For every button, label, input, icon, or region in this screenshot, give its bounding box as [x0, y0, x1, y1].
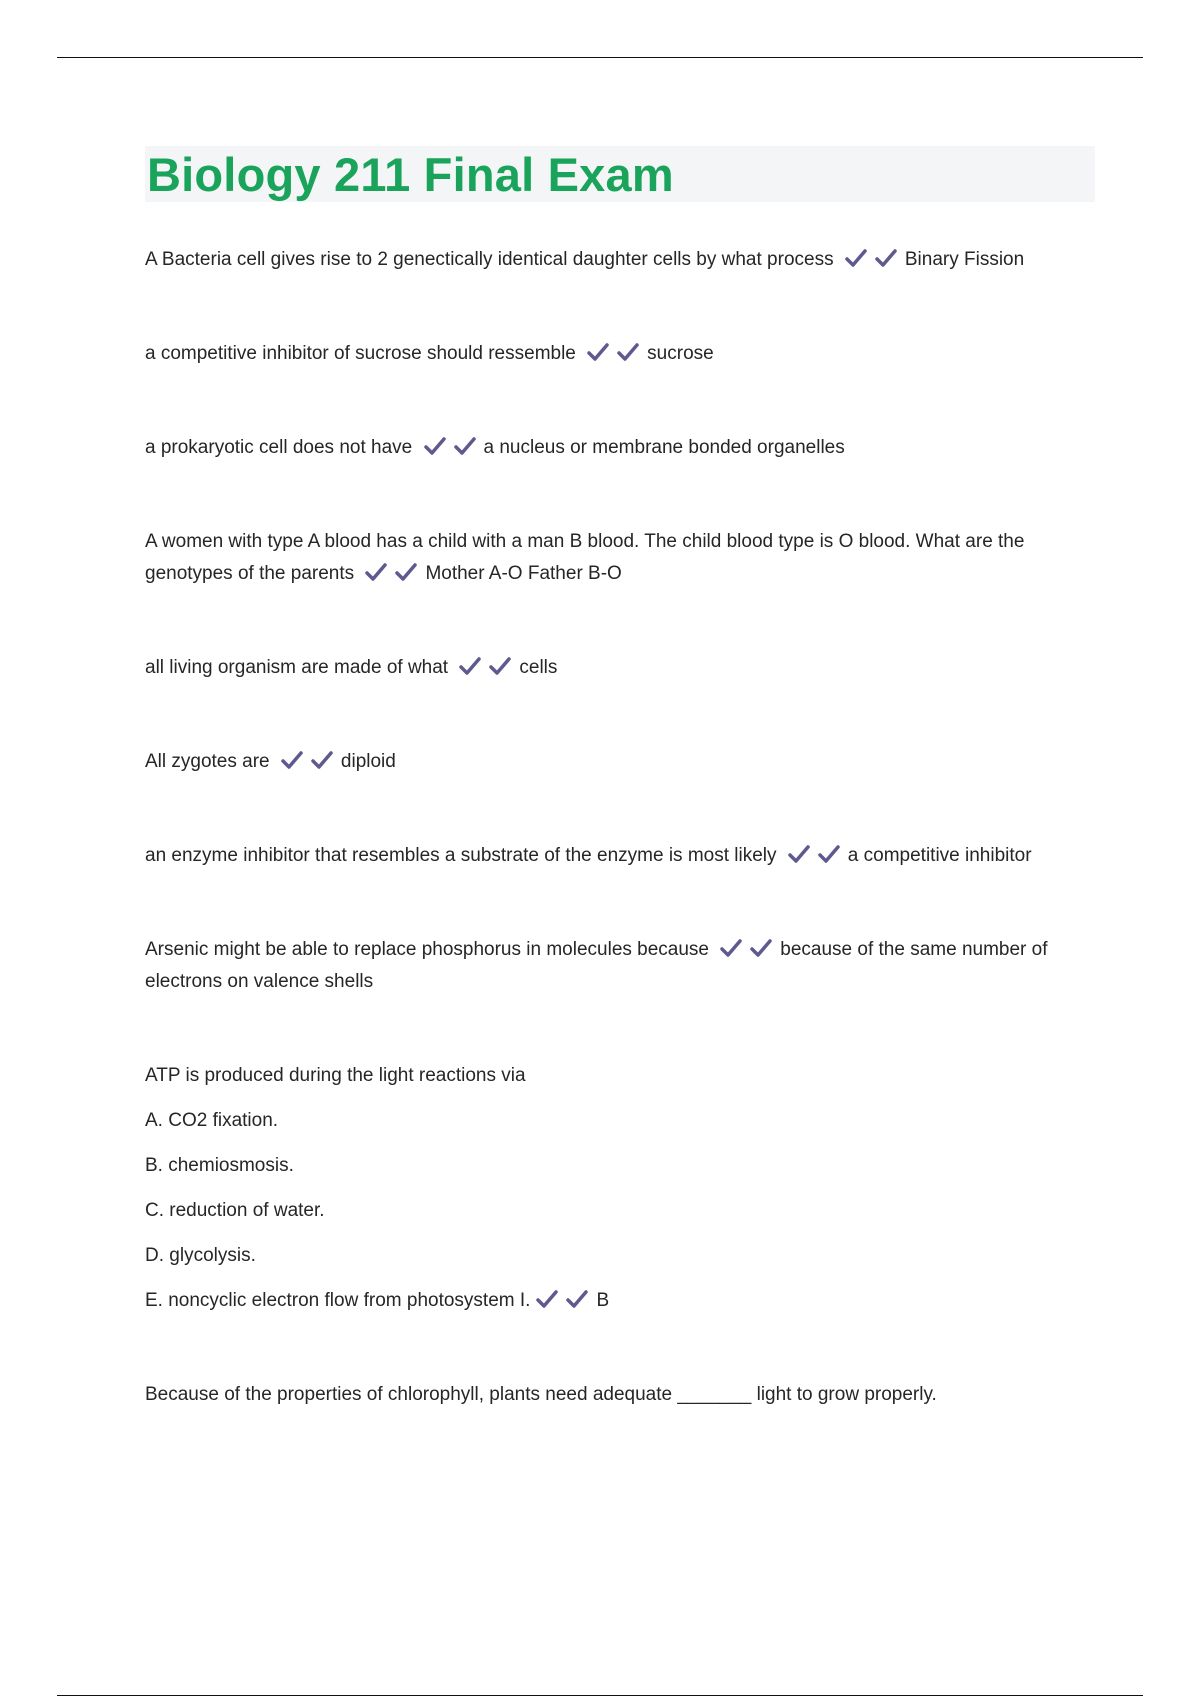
check-icon: [845, 248, 867, 268]
question-text: an enzyme inhibitor that resembles a substrate of the enzyme is most likely: [145, 845, 777, 866]
qa-item: [145, 934, 1095, 998]
bottom-rule: [57, 1695, 1143, 1696]
qa-item: [145, 746, 1095, 778]
answer-text: a competitive inhibitor: [847, 845, 1032, 866]
check-icon: [566, 1289, 588, 1309]
question-text: All zygotes are: [145, 751, 270, 772]
mc-stem: ATP is produced during the light reactions via: [145, 1065, 526, 1086]
check-icon: [788, 844, 810, 864]
check-icon: [875, 248, 897, 268]
question-text: A Bacteria cell gives rise to 2 genectically identical daughter cells by what process: [145, 249, 834, 270]
check-icon: [818, 844, 840, 864]
answer-text: diploid: [340, 751, 396, 772]
answer-text: because of the same number of electrons on valence shells: [145, 939, 1048, 992]
check-icon: [536, 1289, 558, 1309]
answer-text: Binary Fission: [904, 249, 1025, 270]
mc-option: C. reduction of water.: [145, 1200, 325, 1221]
mc-option-last: [145, 1285, 1095, 1317]
check-icon: [454, 436, 476, 456]
top-rule: [57, 57, 1143, 58]
qa-item: [145, 338, 1095, 370]
qa-list: [145, 244, 1095, 1411]
qa-item: [145, 652, 1095, 684]
mc-option-text: E. noncyclic electron flow from photosystem I.: [145, 1290, 531, 1311]
check-icon: [489, 656, 511, 676]
question-text: Because of the properties of chlorophyll, plants need adequate _______ light to grow properly.: [145, 1384, 937, 1405]
qa-item: [145, 244, 1095, 276]
question-text: A women with type A blood has a child with a man B blood. The child blood type is O blood. What are the genotypes of the parents: [145, 531, 1025, 584]
check-icon: [365, 562, 387, 582]
check-icon: [281, 750, 303, 770]
mc-option: B. chemiosmosis.: [145, 1155, 294, 1176]
check-icon: [617, 342, 639, 362]
title-band: [145, 146, 1095, 202]
question-text: Arsenic might be able to replace phosphorus in molecules because: [145, 939, 709, 960]
qa-item: [145, 526, 1095, 590]
check-icon: [311, 750, 333, 770]
answer-text: Mother A-O Father B-O: [425, 563, 622, 584]
page-title: Biology 211 Final Exam: [147, 147, 674, 201]
qa-item: [145, 1379, 1095, 1411]
document-body: [145, 146, 1095, 1411]
mc-question: [145, 1060, 1095, 1317]
check-icon: [750, 938, 772, 958]
check-icon: [424, 436, 446, 456]
question-text: a competitive inhibitor of sucrose should ressemble: [145, 343, 576, 364]
question-text: all living organism are made of what: [145, 657, 449, 678]
check-icon: [720, 938, 742, 958]
mc-option: D. glycolysis.: [145, 1245, 256, 1266]
qa-item: [145, 840, 1095, 872]
mc-option: A. CO2 fixation.: [145, 1110, 279, 1131]
answer-text: cells: [519, 657, 558, 678]
check-icon: [459, 656, 481, 676]
answer-text: a nucleus or membrane bonded organelles: [483, 437, 845, 458]
qa-item: [145, 432, 1095, 464]
answer-text: sucrose: [647, 343, 714, 364]
check-icon: [395, 562, 417, 582]
question-text: a prokaryotic cell does not have: [145, 437, 413, 458]
check-icon: [587, 342, 609, 362]
answer-text: B: [596, 1290, 610, 1311]
